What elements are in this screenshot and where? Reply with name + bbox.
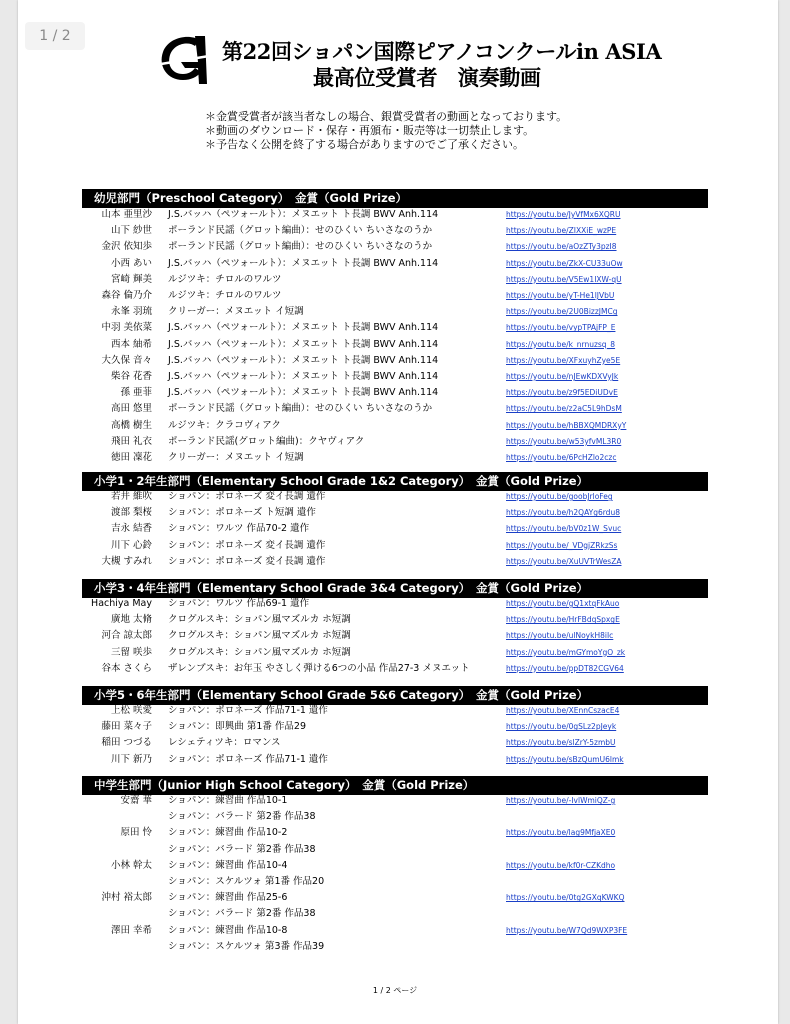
piece-title: ショパン：バラード 第2番 作品38 [168,811,316,823]
video-link[interactable]: https://youtu.be/w53yfvML3R0 [506,436,622,446]
video-link[interactable]: https://youtu.be/z2aC5L9hDsM [506,404,622,414]
video-link[interactable]: https://youtu.be/0tg2GXqKWKQ [506,893,625,903]
winner-name: 宮崎 輝美 [110,273,152,285]
piece-title: ショパン：ポロネーズ 変イ長調 遺作 [168,539,326,551]
video-link[interactable]: https://youtu.be/sBzQumU6lmk [506,754,624,764]
page-subtitle: 最高位受賞者 演奏動画 [313,65,541,90]
section-header: 小学3・4年生部門（Elementary School Grade 3&4 Category） 金賞（Gold Prize） [82,579,708,598]
winner-name: 柴谷 花香 [110,371,152,382]
winner-name: 森谷 倫乃介 [101,290,152,301]
winner-row [82,858,708,874]
winner-name: 高橋 樹生 [110,419,152,431]
video-link[interactable]: https://youtu.be/ppDT82CGV64 [506,663,624,673]
piece-title: ポーランド民謡(グロット編曲)：クヤヴィアク [168,435,365,447]
winner-name: 小西 あい [110,257,152,269]
winner-name: 山下 紗世 [110,225,152,237]
piece-title: ショパン：練習曲 作品25-6 [168,892,288,904]
winner-name: Hachiya May [91,598,152,609]
video-link[interactable]: https://youtu.be/yT-He1lJVbU [506,291,615,300]
video-link[interactable]: https://youtu.be/lag9MfjaXE0 [506,828,616,838]
video-link[interactable]: https://youtu.be/hBBXQMDRXyY [506,420,627,430]
winner-row [82,385,708,401]
video-link[interactable]: https://youtu.be/h2QAYg6rdu8 [506,508,620,518]
video-link[interactable]: https://youtu.be/XFxuyhZye5E [506,355,621,365]
winner-row [82,890,708,906]
winner-row [82,596,708,612]
piece-title: J.S.バッハ（ペツォールト）：メヌエット ト長調 BWV Anh.114 [168,371,439,382]
video-link[interactable]: https://youtu.be/ZIXXiE_wzPE [506,226,617,236]
winner-row [82,825,708,841]
piece-title: ルジツキ：チロルのワルツ [168,290,282,301]
video-link[interactable]: https://youtu.be/mGYmoYgO_zk [506,647,626,657]
winner-name: 徳田 凜花 [110,452,152,463]
notice-item: ＊予告なく公開を終了する場合がありますのでご了承ください。 [205,138,524,151]
video-link[interactable]: https://youtu.be/XuUVTrWesZA [506,556,622,566]
winner-name: 渡部 梨桜 [110,507,152,519]
video-link[interactable]: https://youtu.be/_VDgjZRkzSs [506,540,618,550]
piece-title: ショパン：スケルツォ 第3番 作品39 [168,940,325,952]
winner-row [82,505,708,521]
winner-name: 川下 新乃 [110,753,152,765]
winner-row [82,489,708,505]
winner-row [82,793,708,809]
piece-title: ショパン：バラード 第2番 作品38 [168,843,316,855]
piece-title: ザレンブスキ：お年玉 やさしく弾ける6つの小品 作品27-3 メヌエット [168,662,470,674]
video-link[interactable]: https://youtu.be/goobJrloFeg [506,492,613,501]
winner-name: 上松 咲愛 [110,705,152,716]
winner-row [82,521,708,537]
piece-title: ショパン：練習曲 作品10-8 [168,924,288,936]
piece-title: ルジツキ：クラコヴィアク [168,419,281,431]
winner-row [82,450,708,466]
page-title: 第22回ショパン国際ピアノコンクールin ASIA [222,39,662,64]
video-link[interactable]: https://youtu.be/gQ1xtqFkAuo [506,599,620,608]
video-link[interactable]: https://youtu.be/W7Qd9WXP3FE [506,925,628,935]
notice-item: ＊動画のダウンロード・保存・再頒布・販売等は一切禁止します。 [205,124,535,137]
video-link[interactable]: https://youtu.be/vypTPAjFP_E [506,323,616,333]
winner-name: 小林 幹太 [110,859,152,871]
winner-row [82,353,708,369]
piece-title: J.S.バッハ（ペツォールト）：メヌエット ト長調 BWV Anh.114 [168,322,439,334]
piece-title: ショパン：練習曲 作品10-1 [168,795,288,806]
winner-name: 稲田 つづる [101,737,152,749]
video-link[interactable]: https://youtu.be/V5Ew1IXW-qU [506,274,622,284]
winner-row [82,369,708,385]
winner-row [82,809,708,825]
piece-title: ポーランド民謡（グロット編曲）：せのひくい ちいさなのうか [168,241,433,253]
winner-row [82,337,708,353]
piece-title: ショパン：即興曲 第1番 作品29 [168,721,306,733]
piece-title: ショパン：練習曲 作品10-2 [168,827,288,839]
winner-row [82,703,708,719]
winner-row [82,272,708,288]
piece-title: ショパン：ワルツ 作品70-2 遺作 [168,523,310,535]
winner-name: 大久保 音々 [101,354,152,366]
winner-name: 大槻 すみれ [101,555,152,567]
winner-row [82,554,708,570]
video-link[interactable]: https://youtu.be/0gSLz2pJeyk [506,722,617,732]
piece-title: ショパン：ポロネーズ 作品71-1 遺作 [168,753,328,765]
section-header: 小学5・6年生部門（Elementary School Grade 5&6 Category） 金賞（Gold Prize） [82,686,708,705]
video-link[interactable]: https://youtu.be/z9f5EDiUDvE [506,388,618,398]
piece-title: クログルスキ：ショパン風マズルカ ホ短調 [168,646,351,658]
piece-title: ショパン：ワルツ 作品69-1 遺作 [168,598,310,609]
winner-row [82,628,708,644]
piece-title: J.S.バッハ（ペツォールト）：メヌエット ト長調 BWV Anh.114 [168,209,439,220]
winner-name: 沖村 裕太郎 [101,892,152,904]
piece-title: ショパン：ポロネーズ ト短調 遺作 [168,507,316,519]
winner-row [82,304,708,320]
piece-title: J.S.バッハ（ペツォールト）：メヌエット ト長調 BWV Anh.114 [168,354,439,366]
piece-title: ショパン：ポロネーズ 作品71-1 遺作 [168,705,328,716]
winner-row [82,906,708,922]
video-link[interactable]: https://youtu.be/k_nrnuzsq_8 [506,339,616,349]
video-link[interactable]: https://youtu.be/ZkX-CU33uOw [506,258,623,268]
winner-name: 西本 紬希 [110,338,152,350]
winner-name: 安齋 華 [120,795,152,806]
winner-row [82,239,708,255]
winner-name: 飛田 礼衣 [110,435,152,447]
video-link[interactable]: https://youtu.be/nJEwKDXVyJk [506,372,619,381]
video-link[interactable]: https://youtu.be/aOzZTy3pzI8 [506,242,617,252]
winner-row [82,434,708,450]
winner-name: 永峯 羽琉 [110,306,152,318]
video-link[interactable]: https://youtu.be/2U0BizzJMCg [506,307,618,317]
piece-title: J.S.バッハ（ペツォールト）：メヌエット ト長調 BWV Anh.114 [168,338,439,350]
winner-row [82,874,708,890]
winner-name: 川下 心鈴 [110,539,152,551]
section-header: 中学生部門（Junior High School Category） 金賞（Gold Prize） [82,776,708,795]
video-link[interactable]: https://youtu.be/6PcHZlo2czc [506,453,617,462]
piece-title: J.S.バッハ（ペツォールト）：メヌエット ト長調 BWV Anh.114 [168,387,439,399]
video-link[interactable]: https://youtu.be/slZrY-5zmbU [506,738,616,748]
winner-row [82,401,708,417]
piece-title: クリーガー：メヌエット イ短調 [168,452,304,463]
winner-name: 吉永 結香 [110,523,152,535]
winner-row [82,223,708,239]
page-footer: 1 / 2 ページ [372,986,418,995]
winner-name: 原田 怜 [120,827,152,839]
piece-title: ショパン：スケルツォ 第1番 作品20 [168,876,325,887]
piece-title: J.S.バッハ（ペツォールト）：メヌエット ト長調 BWV Anh.114 [168,257,439,269]
winner-name: 若井 維吹 [110,491,152,502]
winner-row [82,719,708,735]
section-header: 小学1・2年生部門（Elementary School Grade 1&2 Category） 金賞（Gold Prize） [82,472,708,491]
piece-title: レシェティツキ：ロマンス [168,737,281,749]
page-indicator: 1 / 2 [25,22,85,50]
winner-row [82,207,708,223]
piece-title: クログルスキ：ショパン風マズルカ ホ短調 [168,614,351,626]
winner-row [82,923,708,939]
winner-name: 中羽 美依菜 [101,322,152,334]
winner-name: 孫 亜菲 [120,387,152,399]
winner-row [82,320,708,336]
winner-name: 藤田 菜々子 [101,721,152,733]
winner-row [82,939,708,955]
winner-row [82,538,708,554]
section-header: 幼児部門（Preschool Category） 金賞（Gold Prize） [82,189,708,208]
winner-row [82,288,708,304]
piece-title: ショパン：練習曲 作品10-4 [168,859,288,871]
winner-row [82,645,708,661]
competition-logo-icon [155,34,213,86]
video-link[interactable]: https://youtu.be/-IvlWmiQZ-g [506,796,616,805]
winner-name: 谷本 さくら [101,662,152,674]
video-link[interactable]: https://youtu.be/HrFBdqSpxgE [506,615,620,625]
winner-name: 澤田 幸希 [110,924,152,936]
winner-name: 金沢 依知歩 [101,241,152,253]
piece-title: クリーガー：メヌエット イ短調 [168,306,304,318]
video-link[interactable]: https://youtu.be/JyVfMx6XQRU [506,210,621,219]
piece-title: クログルスキ：ショパン風マズルカ ホ短調 [168,630,351,642]
winner-name: 廣地 太脩 [110,614,152,626]
video-link[interactable]: https://youtu.be/ulNoykH8iIc [506,631,614,641]
winner-row [82,752,708,768]
winner-row [82,735,708,751]
video-link[interactable]: https://youtu.be/XEnnCszacE4 [506,706,620,715]
video-link[interactable]: https://youtu.be/bV0z1W_Svuc [506,524,622,534]
notice-list [205,110,567,152]
piece-title: ポーランド民謡（グロット編曲）：せのひくい ちいさなのうか [168,225,433,237]
video-link[interactable]: https://youtu.be/kf0r-CZKdho [506,860,616,870]
winner-row [82,418,708,434]
winner-name: 河合 諒太郎 [101,630,152,642]
winner-name: 山本 亜里沙 [101,209,152,220]
piece-title: ポーランド民謡（グロット編曲）：せのひくい ちいさなのうか [168,403,433,415]
winner-name: 高田 悠里 [110,403,152,415]
piece-title: ショパン：ポロネーズ 変イ長調 遺作 [168,491,326,502]
winner-row [82,661,708,677]
piece-title: ルジツキ：チロルのワルツ [168,273,282,285]
winner-row [82,256,708,272]
piece-title: ショパン：バラード 第2番 作品38 [168,908,316,920]
notice-item: ＊金賞受賞者が該当者なしの場合、銀賞受賞者の動画となっております。 [205,110,568,123]
winner-row [82,612,708,628]
winner-name: 三留 咲歩 [110,646,152,658]
piece-title: ショパン：ポロネーズ 変イ長調 遺作 [168,555,326,567]
winner-row [82,842,708,858]
